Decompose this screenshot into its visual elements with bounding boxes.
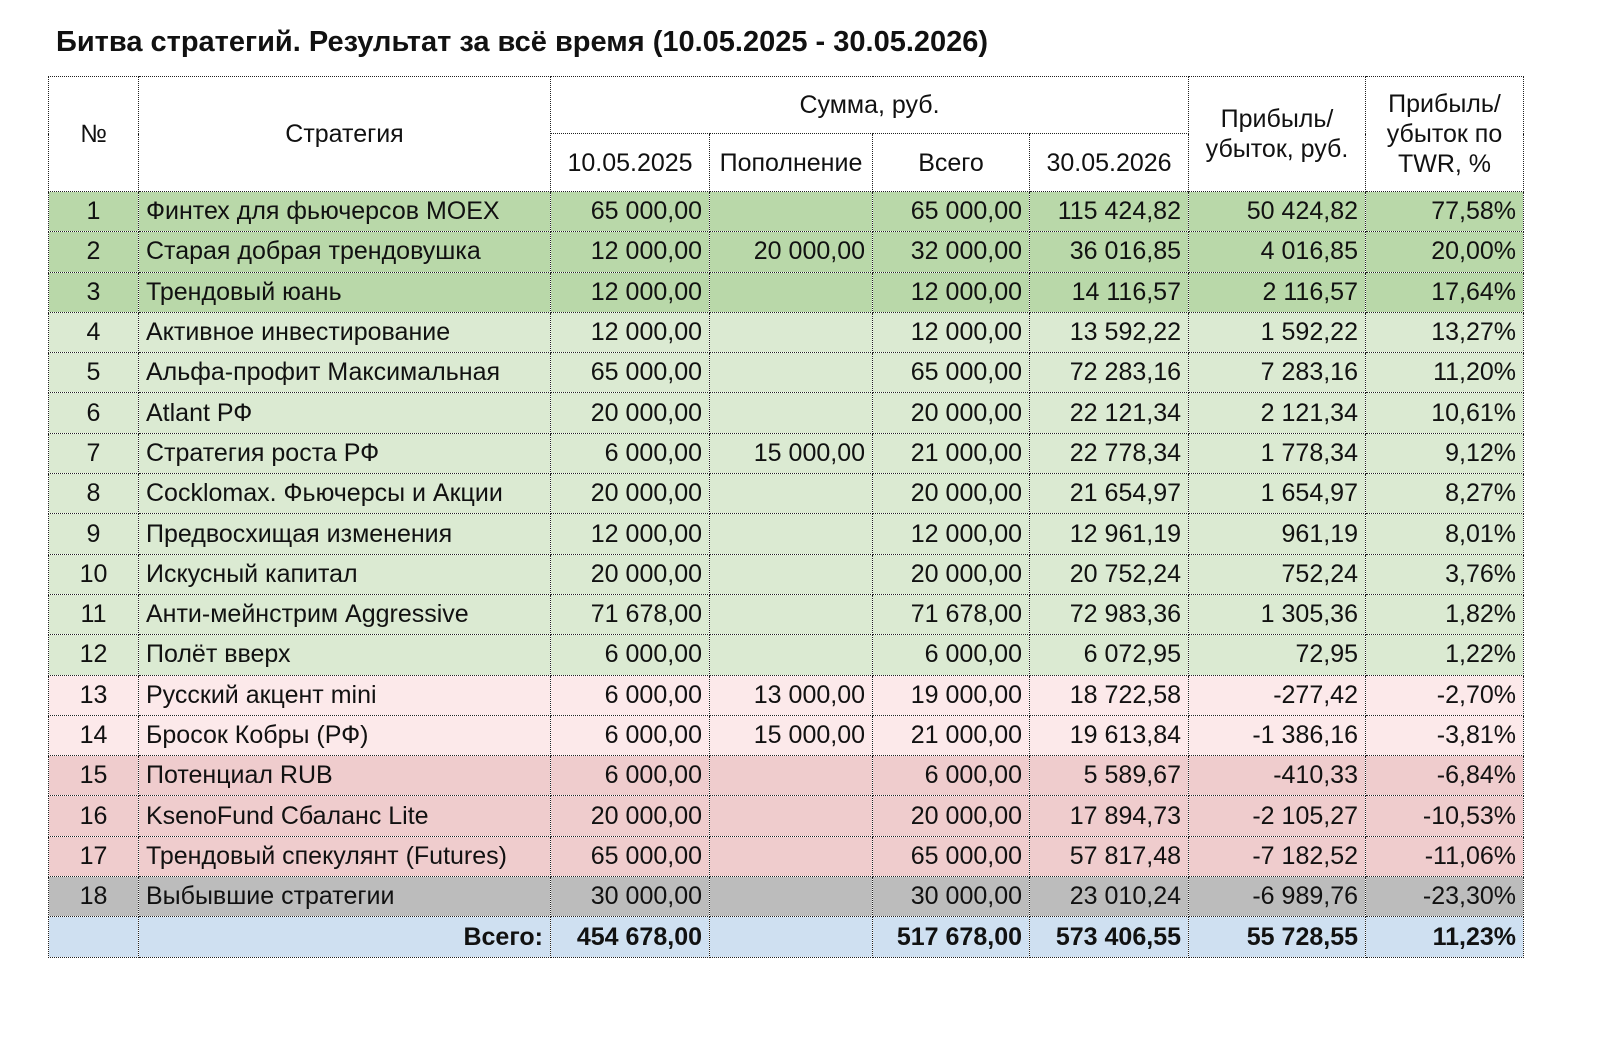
header-profit-twr: Прибыль/ убыток по TWR, % <box>1366 77 1524 192</box>
cell-total: 65 000,00 <box>873 353 1030 393</box>
cell-end: 12 961,19 <box>1030 514 1189 554</box>
cell-topup <box>710 836 873 876</box>
cell-topup <box>710 594 873 634</box>
table-row <box>49 353 1524 393</box>
cell-num: 5 <box>49 353 139 393</box>
table-row <box>49 796 1524 836</box>
cell-topup <box>710 877 873 917</box>
cell-topup <box>710 272 873 312</box>
cell-topup <box>710 192 873 232</box>
cell-profit: -2 105,27 <box>1189 796 1366 836</box>
table-row <box>49 312 1524 352</box>
cell-profit: 2 116,57 <box>1189 272 1366 312</box>
cell-profit: 1 654,97 <box>1189 474 1366 514</box>
header-profit-rub: Прибыль/ убыток, руб. <box>1189 77 1366 192</box>
table-row <box>49 393 1524 433</box>
table-row <box>49 232 1524 272</box>
cell-strategy: Потенциал RUB <box>139 756 551 796</box>
header-strategy: Стратегия <box>139 77 551 192</box>
cell-num: 14 <box>49 715 139 755</box>
cell-total: 30 000,00 <box>873 877 1030 917</box>
cell-topup: 15 000,00 <box>710 433 873 473</box>
cell-end: 20 752,24 <box>1030 554 1189 594</box>
cell-start: 65 000,00 <box>551 192 710 232</box>
cell-num: 10 <box>49 554 139 594</box>
table-row <box>49 433 1524 473</box>
cell-total: 12 000,00 <box>873 312 1030 352</box>
cell-total: 32 000,00 <box>873 232 1030 272</box>
header-sum-group: Сумма, руб. <box>551 77 1189 134</box>
totals-start: 454 678,00 <box>551 917 710 958</box>
cell-end: 36 016,85 <box>1030 232 1189 272</box>
cell-twr: -11,06% <box>1366 836 1524 876</box>
cell-topup: 15 000,00 <box>710 715 873 755</box>
cell-profit: 961,19 <box>1189 514 1366 554</box>
cell-start: 12 000,00 <box>551 232 710 272</box>
cell-strategy: Русский акцент mini <box>139 675 551 715</box>
cell-start: 20 000,00 <box>551 796 710 836</box>
cell-total: 20 000,00 <box>873 554 1030 594</box>
cell-end: 22 121,34 <box>1030 393 1189 433</box>
cell-profit: 1 305,36 <box>1189 594 1366 634</box>
cell-start: 71 678,00 <box>551 594 710 634</box>
table-row <box>49 756 1524 796</box>
cell-num: 15 <box>49 756 139 796</box>
totals-row <box>49 917 1524 958</box>
cell-topup: 13 000,00 <box>710 675 873 715</box>
cell-twr: 8,01% <box>1366 514 1524 554</box>
cell-topup <box>710 474 873 514</box>
cell-start: 6 000,00 <box>551 433 710 473</box>
cell-twr: -10,53% <box>1366 796 1524 836</box>
table-row <box>49 554 1524 594</box>
cell-twr: 13,27% <box>1366 312 1524 352</box>
table-row <box>49 635 1524 675</box>
cell-num: 9 <box>49 514 139 554</box>
cell-end: 17 894,73 <box>1030 796 1189 836</box>
cell-total: 65 000,00 <box>873 192 1030 232</box>
cell-profit: 1 592,22 <box>1189 312 1366 352</box>
cell-start: 6 000,00 <box>551 635 710 675</box>
table-row <box>49 594 1524 634</box>
page-title: Битва стратегий. Результат за всё время (10.05.2025 - 30.05.2026) <box>56 26 989 58</box>
cell-twr: 1,22% <box>1366 635 1524 675</box>
table-row <box>49 836 1524 876</box>
cell-start: 12 000,00 <box>551 272 710 312</box>
cell-end: 22 778,34 <box>1030 433 1189 473</box>
totals-topup <box>710 917 873 958</box>
cell-start: 30 000,00 <box>551 877 710 917</box>
cell-topup <box>710 635 873 675</box>
cell-profit: 72,95 <box>1189 635 1366 675</box>
cell-twr: 77,58% <box>1366 192 1524 232</box>
table-row <box>49 272 1524 312</box>
header-start-date: 10.05.2025 <box>551 134 710 192</box>
cell-strategy: Полёт вверх <box>139 635 551 675</box>
header-num: № <box>49 77 139 192</box>
cell-twr: 3,76% <box>1366 554 1524 594</box>
cell-strategy: Финтех для фьючерсов MOEX <box>139 192 551 232</box>
table-row <box>49 192 1524 232</box>
cell-num: 1 <box>49 192 139 232</box>
cell-num: 7 <box>49 433 139 473</box>
cell-end: 115 424,82 <box>1030 192 1189 232</box>
cell-num: 17 <box>49 836 139 876</box>
cell-profit: 2 121,34 <box>1189 393 1366 433</box>
cell-strategy: KsenoFund Сбаланс Lite <box>139 796 551 836</box>
cell-num: 11 <box>49 594 139 634</box>
cell-end: 6 072,95 <box>1030 635 1189 675</box>
cell-profit: 4 016,85 <box>1189 232 1366 272</box>
cell-num: 8 <box>49 474 139 514</box>
cell-twr: 9,12% <box>1366 433 1524 473</box>
cell-end: 18 722,58 <box>1030 675 1189 715</box>
cell-end: 14 116,57 <box>1030 272 1189 312</box>
totals-twr: 11,23% <box>1366 917 1524 958</box>
cell-end: 21 654,97 <box>1030 474 1189 514</box>
cell-twr: 11,20% <box>1366 353 1524 393</box>
cell-num: 12 <box>49 635 139 675</box>
cell-twr: 17,64% <box>1366 272 1524 312</box>
cell-strategy: Искусный капитал <box>139 554 551 594</box>
cell-num: 13 <box>49 675 139 715</box>
cell-start: 65 000,00 <box>551 836 710 876</box>
cell-total: 21 000,00 <box>873 715 1030 755</box>
cell-profit: -6 989,76 <box>1189 877 1366 917</box>
cell-strategy: Активное инвестирование <box>139 312 551 352</box>
cell-num: 16 <box>49 796 139 836</box>
cell-total: 21 000,00 <box>873 433 1030 473</box>
cell-total: 19 000,00 <box>873 675 1030 715</box>
cell-topup <box>710 756 873 796</box>
cell-total: 20 000,00 <box>873 796 1030 836</box>
cell-twr: -3,81% <box>1366 715 1524 755</box>
cell-strategy: Выбывшие стратегии <box>139 877 551 917</box>
cell-topup <box>710 312 873 352</box>
cell-end: 57 817,48 <box>1030 836 1189 876</box>
cell-topup: 20 000,00 <box>710 232 873 272</box>
cell-strategy: Бросок Кобры (РФ) <box>139 715 551 755</box>
cell-total: 71 678,00 <box>873 594 1030 634</box>
cell-total: 12 000,00 <box>873 272 1030 312</box>
table-row <box>49 715 1524 755</box>
cell-end: 23 010,24 <box>1030 877 1189 917</box>
table-body <box>49 192 1524 917</box>
cell-profit: 752,24 <box>1189 554 1366 594</box>
table-row <box>49 474 1524 514</box>
cell-topup <box>710 796 873 836</box>
cell-strategy: Трендовый спекулянт (Futures) <box>139 836 551 876</box>
cell-profit: -410,33 <box>1189 756 1366 796</box>
cell-strategy: Старая добрая трендовушка <box>139 232 551 272</box>
cell-topup <box>710 393 873 433</box>
cell-end: 19 613,84 <box>1030 715 1189 755</box>
cell-total: 6 000,00 <box>873 635 1030 675</box>
table-row <box>49 877 1524 917</box>
cell-start: 65 000,00 <box>551 353 710 393</box>
cell-profit: -7 182,52 <box>1189 836 1366 876</box>
cell-strategy: Анти-мейнстрим Aggressive <box>139 594 551 634</box>
cell-profit: 1 778,34 <box>1189 433 1366 473</box>
cell-total: 65 000,00 <box>873 836 1030 876</box>
cell-num: 4 <box>49 312 139 352</box>
cell-topup <box>710 554 873 594</box>
cell-profit: -277,42 <box>1189 675 1366 715</box>
cell-start: 6 000,00 <box>551 756 710 796</box>
cell-end: 5 589,67 <box>1030 756 1189 796</box>
cell-total: 20 000,00 <box>873 474 1030 514</box>
header-total: Всего <box>873 134 1030 192</box>
cell-strategy: Стратегия роста РФ <box>139 433 551 473</box>
cell-profit: 50 424,82 <box>1189 192 1366 232</box>
cell-start: 20 000,00 <box>551 554 710 594</box>
cell-twr: 8,27% <box>1366 474 1524 514</box>
cell-start: 12 000,00 <box>551 514 710 554</box>
strategies-table <box>48 76 1524 958</box>
cell-num: 18 <box>49 877 139 917</box>
totals-num <box>49 917 139 958</box>
cell-strategy: Трендовый юань <box>139 272 551 312</box>
table-row <box>49 514 1524 554</box>
cell-num: 6 <box>49 393 139 433</box>
cell-strategy: Atlant РФ <box>139 393 551 433</box>
cell-end: 72 983,36 <box>1030 594 1189 634</box>
cell-twr: 1,82% <box>1366 594 1524 634</box>
cell-start: 20 000,00 <box>551 393 710 433</box>
cell-strategy: Альфа-профит Максимальная <box>139 353 551 393</box>
cell-topup <box>710 353 873 393</box>
totals-profit: 55 728,55 <box>1189 917 1366 958</box>
cell-strategy: Cocklomax. Фьючерсы и Акции <box>139 474 551 514</box>
cell-topup <box>710 514 873 554</box>
cell-total: 20 000,00 <box>873 393 1030 433</box>
cell-strategy: Предвосхищая изменения <box>139 514 551 554</box>
cell-total: 12 000,00 <box>873 514 1030 554</box>
totals-label: Всего: <box>139 917 551 958</box>
cell-twr: -6,84% <box>1366 756 1524 796</box>
cell-num: 3 <box>49 272 139 312</box>
cell-num: 2 <box>49 232 139 272</box>
cell-profit: -1 386,16 <box>1189 715 1366 755</box>
totals-total: 517 678,00 <box>873 917 1030 958</box>
cell-twr: -2,70% <box>1366 675 1524 715</box>
cell-twr: 10,61% <box>1366 393 1524 433</box>
cell-end: 72 283,16 <box>1030 353 1189 393</box>
cell-profit: 7 283,16 <box>1189 353 1366 393</box>
cell-start: 12 000,00 <box>551 312 710 352</box>
header-topup: Пополнение <box>710 134 873 192</box>
cell-total: 6 000,00 <box>873 756 1030 796</box>
header-end-date: 30.05.2026 <box>1030 134 1189 192</box>
cell-twr: -23,30% <box>1366 877 1524 917</box>
header-row-top <box>49 77 1524 134</box>
cell-start: 6 000,00 <box>551 715 710 755</box>
cell-start: 20 000,00 <box>551 474 710 514</box>
cell-end: 13 592,22 <box>1030 312 1189 352</box>
cell-twr: 20,00% <box>1366 232 1524 272</box>
totals-end: 573 406,55 <box>1030 917 1189 958</box>
cell-start: 6 000,00 <box>551 675 710 715</box>
table-row <box>49 675 1524 715</box>
